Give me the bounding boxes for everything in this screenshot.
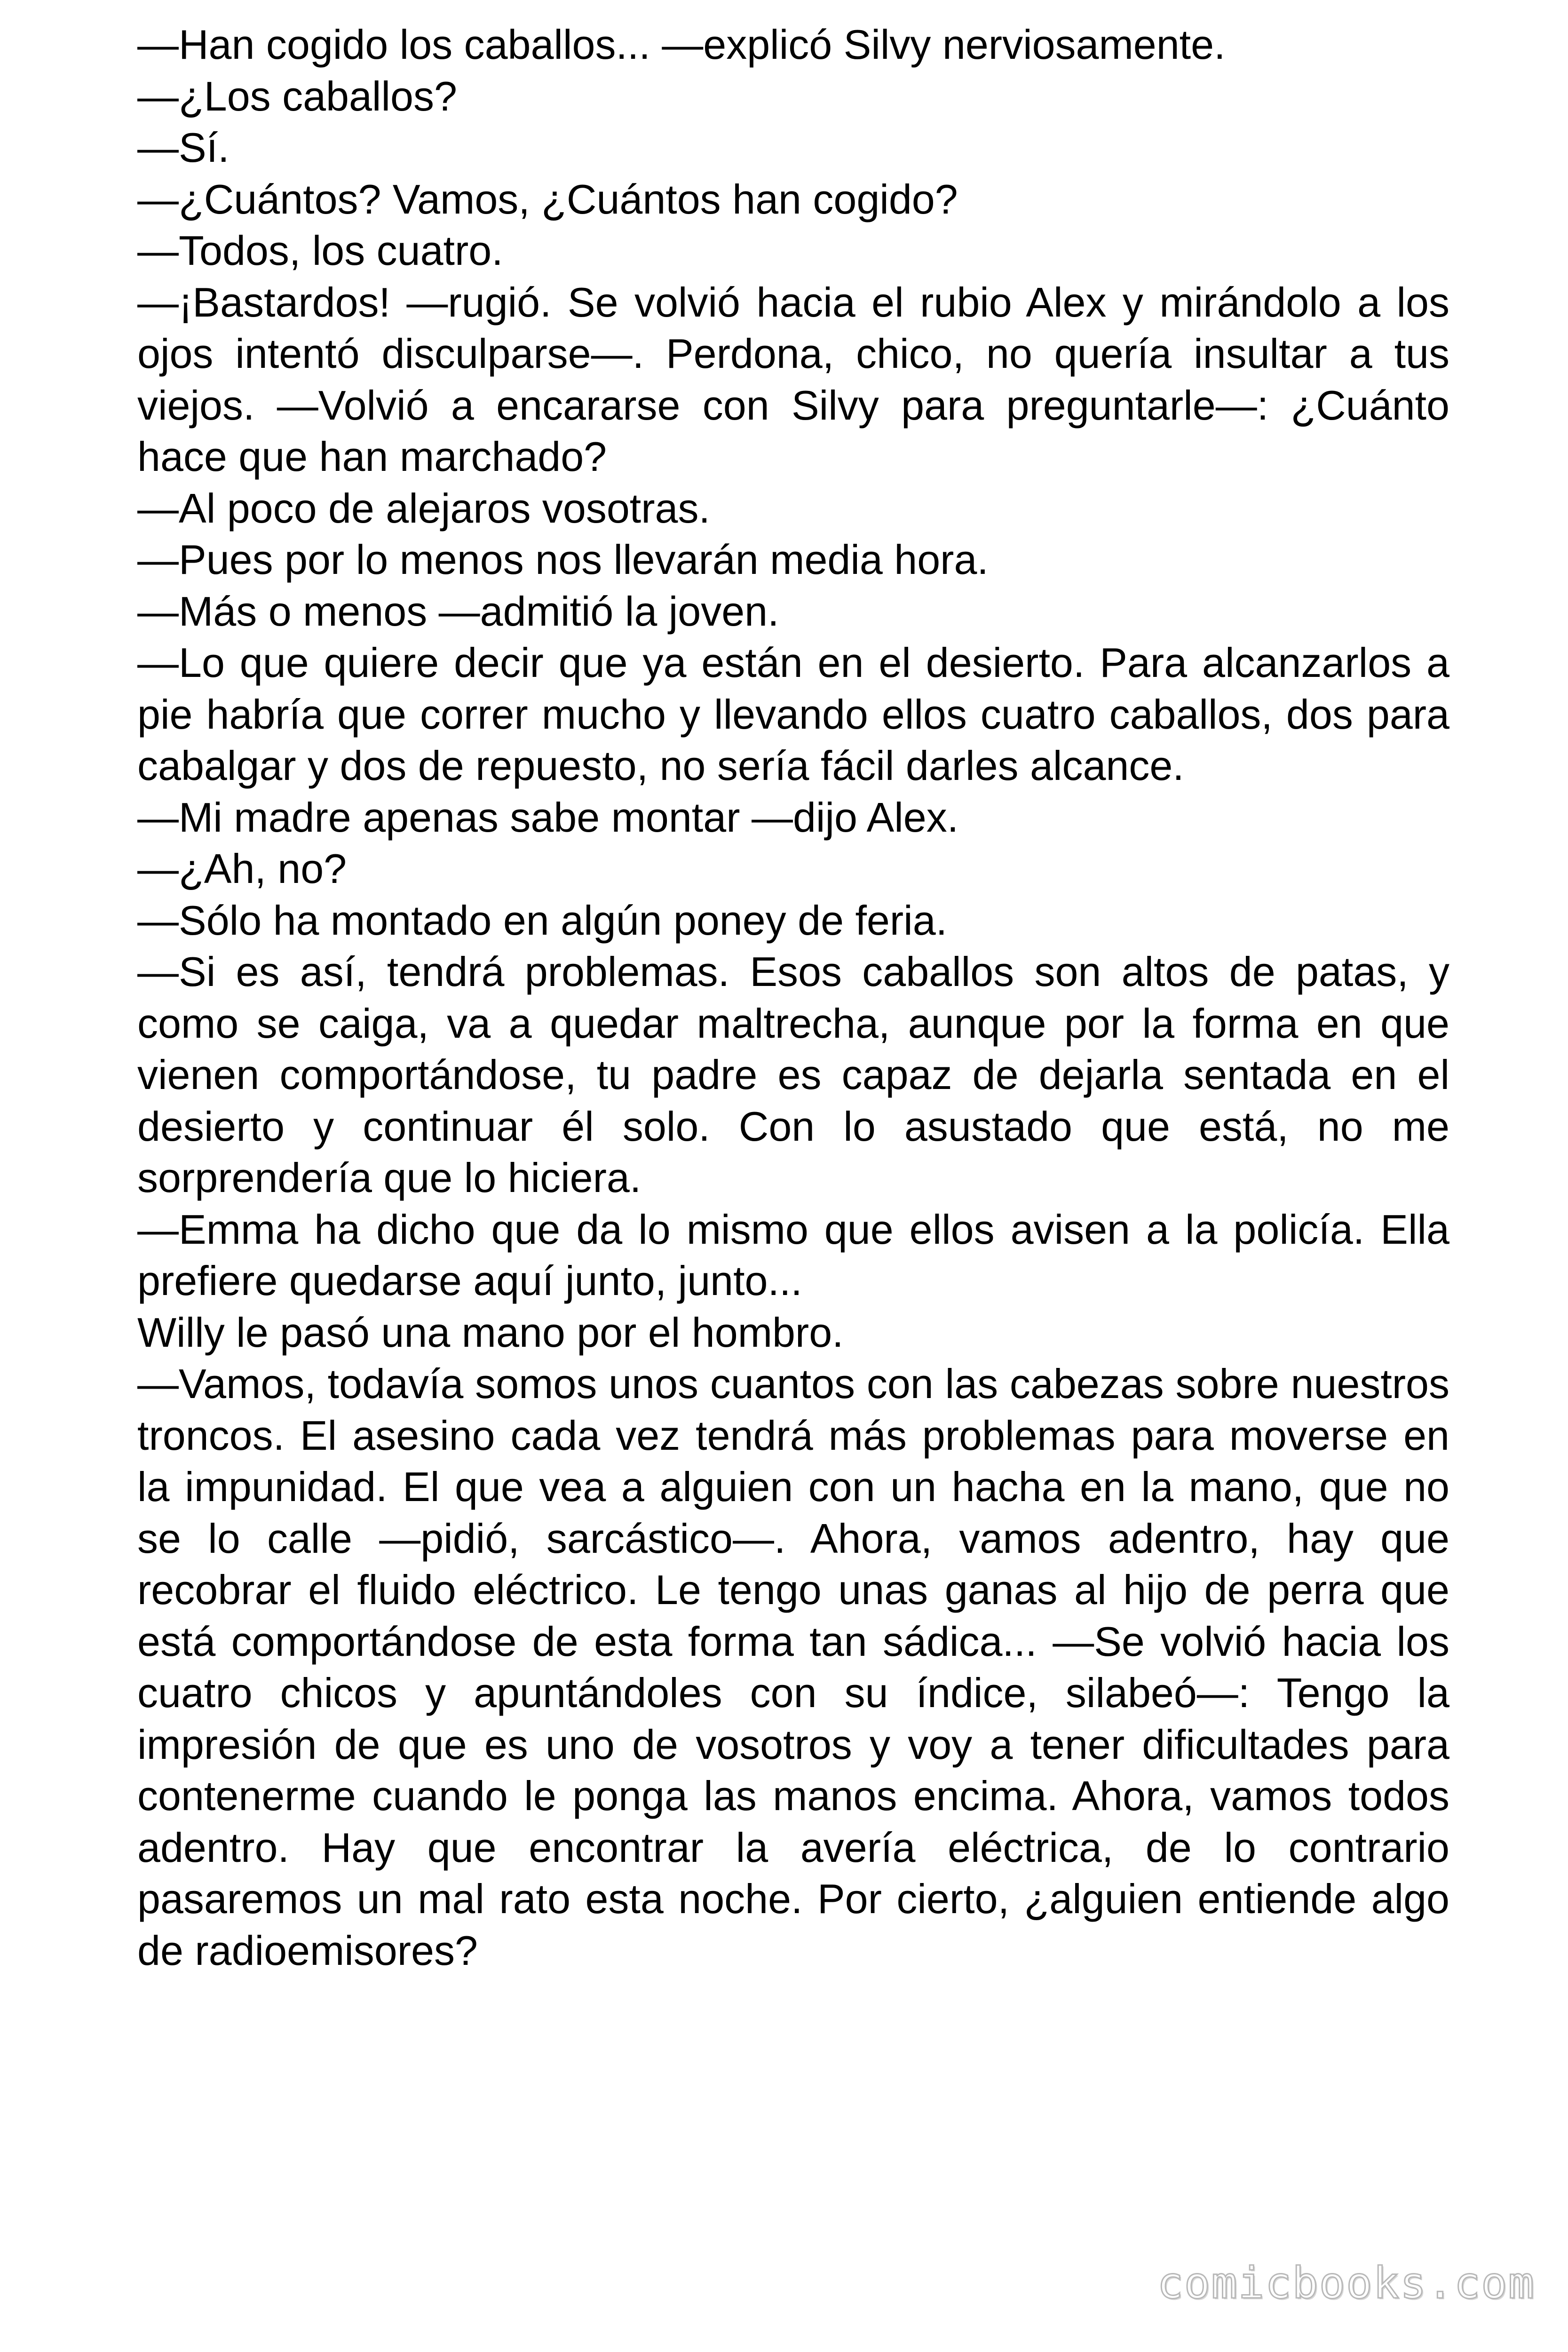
- paragraph: —Pues por lo menos nos llevarán media hora.: [137, 536, 989, 583]
- paragraph: —¿Ah, no?: [137, 845, 347, 892]
- paragraph: —¡Bastardos! —rugió. Se volvió hacia el rubio Alex y mirándolo a los ojos intentó disculparse—. Perdona, chico, no quería insultar a tus viejos. —Volvió a encararse con Silvy para preguntarle—: ¿Cuánto hace que han marchado?: [137, 278, 1449, 480]
- paragraph: —Vamos, todavía somos unos cuantos con las cabezas sobre nuestros troncos. El asesino cada vez tendrá más problemas para moverse en la impunidad. El que vea a alguien con un hacha en la mano, que no se lo calle —pidió, sarcástico—. Ahora, vamos adentro, hay que recobrar el fluido eléctrico. Le tengo unas ganas al hijo de perra que está comportándose de esta forma tan sádica... —Se volvió hacia los cuatro chicos y apuntándoles con su índice, silabeó—: Tengo la impresión de que es uno de vosotros y voy a tener dificultades para contenerme cuando le ponga las manos encima. Ahora, vamos todos adentro. Hay que encontrar la avería eléctrica, de lo contrario pasaremos un mal rato esta noche. Por cierto, ¿alguien entiende algo de radioemisores?: [137, 1360, 1449, 1974]
- paragraph: —Emma ha dicho que da lo mismo que ellos avisen a la policía. Ella prefiere quedarse aquí junto, junto...: [137, 1206, 1449, 1304]
- paragraph: —Si es así, tendrá problemas. Esos caballos son altos de patas, y como se caiga, va a quedar maltrecha, aunque por la forma en que vienen comportándose, tu padre es capaz de dejarla sentada en el desierto y continuar él solo. Con lo asustado que está, no me sorprendería que lo hiciera.: [137, 948, 1449, 1201]
- body-text: [137, 19, 1449, 1976]
- paragraph: —Al poco de alejaros vosotras.: [137, 485, 710, 532]
- paragraph: —Mi madre apenas sabe montar —dijo Alex.: [137, 794, 959, 841]
- paragraph: —Han cogido los caballos... —explicó Silvy nerviosamente.: [137, 21, 1226, 68]
- watermark: comicbooks.com: [1157, 2258, 1535, 2308]
- paragraph: —Sólo ha montado en algún poney de feria.: [137, 897, 948, 944]
- paragraph: —Lo que quiere decir que ya están en el desierto. Para alcanzarlos a pie habría que correr mucho y llevando ellos cuatro caballos, dos para cabalgar y dos de repuesto, no sería fácil darles alcance.: [137, 639, 1449, 789]
- paragraph: —Sí.: [137, 124, 230, 171]
- paragraph: —¿Cuántos? Vamos, ¿Cuántos han cogido?: [137, 175, 958, 222]
- paragraph: —¿Los caballos?: [137, 72, 457, 119]
- paragraph: Willy le pasó una mano por el hombro.: [137, 1309, 844, 1356]
- paragraph: —Todos, los cuatro.: [137, 227, 503, 274]
- paragraph: —Más o menos —admitió la joven.: [137, 588, 779, 635]
